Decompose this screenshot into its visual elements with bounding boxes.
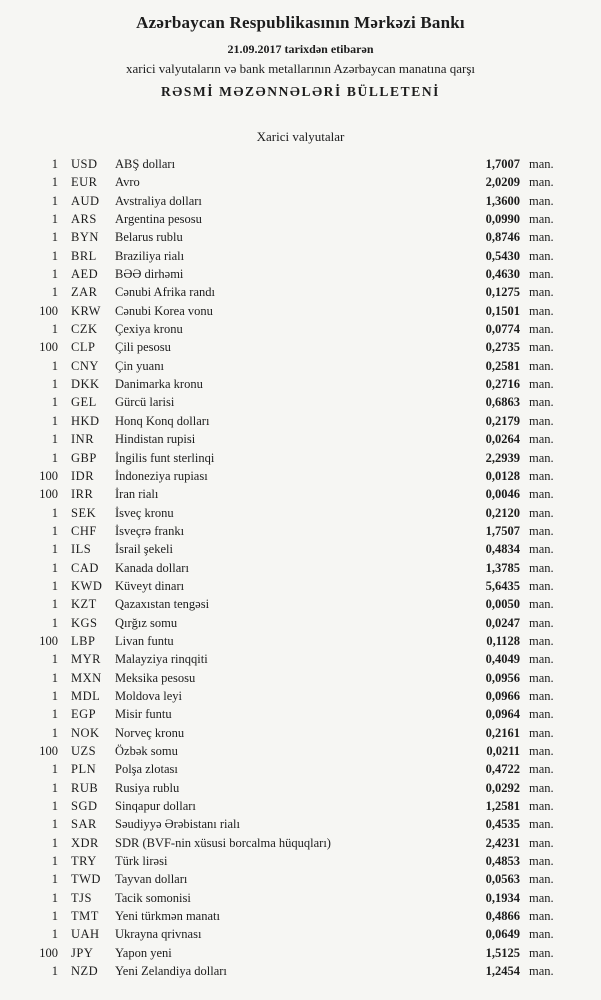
- bank-name-title: Azərbaycan Respublikasının Mərkəzi Bankı: [136, 13, 465, 32]
- table-row: [0, 595, 563, 613]
- table-row: [0, 577, 563, 595]
- row-rate: 1,7507: [485, 523, 520, 538]
- row-currency-name: BƏƏ dirhəmi: [115, 267, 184, 282]
- row-code: TWD: [71, 872, 101, 887]
- row-code: CAD: [71, 560, 99, 575]
- row-quantity: 1: [51, 927, 58, 942]
- row-quantity: 1: [51, 322, 58, 337]
- row-code: TMT: [71, 909, 99, 924]
- row-unit: man.: [529, 358, 554, 373]
- row-quantity: 1: [51, 872, 58, 887]
- effective-date-line: 21.09.2017 tarixdən etibarən: [227, 42, 374, 56]
- table-row: [0, 852, 563, 870]
- row-rate: 0,4049: [485, 652, 520, 667]
- row-rate: 0,4630: [485, 267, 520, 282]
- row-rate: 0,4722: [485, 762, 520, 777]
- row-rate: 2,0209: [485, 175, 520, 190]
- row-quantity: 1: [51, 799, 58, 814]
- row-rate: 0,0292: [485, 780, 520, 795]
- row-quantity: 1: [51, 597, 58, 612]
- row-quantity: 1: [51, 230, 58, 245]
- table-row: [0, 504, 563, 522]
- row-unit: man.: [529, 927, 554, 942]
- row-unit: man.: [529, 523, 554, 538]
- table-row: [0, 760, 563, 778]
- row-unit: man.: [529, 212, 554, 227]
- row-quantity: 1: [51, 523, 58, 538]
- subtitle-line: xarici valyutaların və bank metallarının Azərbaycan manatına qarşı: [125, 61, 476, 76]
- row-currency-name: İngilis funt sterlinqi: [115, 450, 215, 465]
- row-quantity: 1: [51, 542, 58, 557]
- row-rate: 1,2581: [485, 799, 520, 814]
- row-code: RUB: [71, 780, 99, 795]
- row-code: TRY: [71, 854, 97, 869]
- row-rate: 1,7007: [485, 157, 520, 171]
- row-code: LBP: [71, 633, 96, 648]
- row-currency-name: Misir funtu: [115, 707, 172, 722]
- row-rate: 1,3785: [485, 560, 520, 575]
- row-quantity: 1: [51, 432, 58, 447]
- row-rate: 5,6435: [485, 578, 520, 593]
- row-currency-name: Malayziya rinqqiti: [115, 652, 208, 667]
- row-currency-name: İsveçrə frankı: [115, 523, 185, 538]
- table-row: [0, 815, 563, 833]
- row-quantity: 1: [51, 193, 58, 208]
- row-unit: man.: [529, 303, 554, 318]
- row-quantity: 1: [51, 909, 58, 924]
- row-code: KRW: [71, 303, 101, 318]
- row-rate: 0,0956: [485, 670, 520, 685]
- row-currency-name: Özbək somu: [115, 744, 178, 758]
- row-currency-name: SDR (BVF-nin xüsusi borcalma hüquqları): [115, 835, 331, 850]
- table-row: [0, 320, 563, 338]
- row-quantity: 1: [51, 395, 58, 410]
- table-row: [0, 192, 563, 210]
- row-currency-name: Cənubi Korea vonu: [115, 303, 213, 318]
- row-rate: 0,0649: [485, 927, 520, 942]
- table-row: [0, 247, 563, 265]
- row-code: CHF: [71, 523, 97, 538]
- table-row: [0, 357, 563, 375]
- row-rate: 0,1501: [485, 303, 520, 318]
- row-quantity: 1: [51, 615, 58, 630]
- row-currency-name: Qazaxıstan tengəsi: [115, 597, 210, 612]
- row-rate: 0,4853: [485, 854, 520, 869]
- row-code: CNY: [71, 358, 99, 373]
- row-currency-name: Gürcü larisi: [115, 395, 175, 410]
- row-unit: man.: [529, 560, 554, 575]
- row-code: GEL: [71, 395, 97, 410]
- row-unit: man.: [529, 432, 554, 447]
- row-code: IRR: [71, 487, 94, 502]
- row-unit: man.: [529, 395, 554, 410]
- row-quantity: 1: [51, 670, 58, 685]
- bulletin-title: RƏSMİ MƏZƏNNƏLƏRİ BÜLLETENİ: [160, 84, 441, 99]
- table-row: [0, 283, 563, 301]
- row-unit: man.: [529, 670, 554, 685]
- table-row: [0, 338, 563, 356]
- table-row: [0, 925, 563, 943]
- row-unit: man.: [529, 597, 554, 612]
- row-currency-name: Argentina pesosu: [115, 212, 202, 227]
- row-currency-name: Honq Konq dolları: [115, 413, 210, 428]
- table-row: [0, 724, 563, 742]
- row-unit: man.: [529, 322, 554, 337]
- row-unit: man.: [529, 872, 554, 887]
- row-quantity: 1: [51, 780, 58, 795]
- row-code: MYR: [71, 652, 101, 667]
- row-unit: man.: [529, 707, 554, 722]
- table-row: [0, 265, 563, 283]
- row-code: BRL: [71, 248, 97, 263]
- row-rate: 0,0046: [485, 487, 520, 502]
- row-quantity: 100: [39, 303, 58, 318]
- row-unit: man.: [529, 267, 554, 282]
- row-quantity: 1: [51, 835, 58, 850]
- row-rate: 0,4834: [485, 542, 520, 557]
- table-row: [0, 412, 563, 430]
- table-row: [0, 302, 563, 320]
- table-row: [0, 540, 563, 558]
- row-currency-name: Tacik somonisi: [115, 890, 191, 905]
- row-currency-name: Kanada dolları: [115, 560, 189, 575]
- row-currency-name: Danimarka kronu: [115, 377, 203, 392]
- row-code: MDL: [71, 688, 101, 703]
- rates-list: [0, 155, 601, 980]
- row-unit: man.: [529, 652, 554, 667]
- table-row: [0, 705, 563, 723]
- row-code: KWD: [71, 578, 103, 593]
- row-quantity: 1: [51, 413, 58, 428]
- table-row: [0, 375, 563, 393]
- table-row: [0, 742, 563, 760]
- table-row: [0, 962, 563, 980]
- row-currency-name: İran rialı: [115, 487, 159, 502]
- row-unit: man.: [529, 945, 554, 960]
- row-unit: man.: [529, 890, 554, 905]
- row-currency-name: Qırğız somu: [115, 615, 178, 630]
- row-unit: man.: [529, 578, 554, 593]
- row-unit: man.: [529, 909, 554, 924]
- row-unit: man.: [529, 725, 554, 740]
- row-unit: man.: [529, 193, 554, 208]
- table-row: [0, 173, 563, 191]
- table-row: [0, 632, 563, 650]
- row-code: UZS: [71, 744, 97, 758]
- row-rate: 0,0247: [485, 615, 520, 630]
- row-code: AUD: [71, 193, 100, 208]
- row-rate: 0,6863: [485, 395, 520, 410]
- row-currency-name: Norveç kronu: [115, 725, 185, 740]
- row-unit: man.: [529, 688, 554, 703]
- row-code: EGP: [71, 707, 97, 722]
- row-code: ARS: [71, 212, 97, 227]
- row-code: MXN: [71, 670, 102, 685]
- row-unit: man.: [529, 285, 554, 300]
- table-row: [0, 393, 563, 411]
- row-currency-name: Hindistan rupisi: [115, 432, 196, 447]
- row-quantity: 1: [51, 267, 58, 282]
- row-quantity: 1: [51, 560, 58, 575]
- table-row: [0, 907, 563, 925]
- row-unit: man.: [529, 413, 554, 428]
- table-row: [0, 870, 563, 888]
- row-unit: man.: [529, 964, 554, 979]
- row-currency-name: Çexiya kronu: [115, 322, 183, 337]
- row-code: JPY: [71, 945, 94, 960]
- row-rate: 1,2454: [485, 964, 520, 979]
- table-row: [0, 449, 563, 467]
- row-currency-name: Tayvan dolları: [115, 872, 188, 887]
- row-currency-name: Çin yuanı: [115, 358, 164, 373]
- row-unit: man.: [529, 762, 554, 777]
- table-row: [0, 650, 563, 668]
- row-quantity: 1: [51, 212, 58, 227]
- row-currency-name: Moldova leyi: [115, 688, 183, 703]
- row-rate: 0,2581: [485, 358, 520, 373]
- row-unit: man.: [529, 175, 554, 190]
- table-row: [0, 614, 563, 632]
- row-quantity: 1: [51, 505, 58, 520]
- row-quantity: 1: [51, 175, 58, 190]
- row-currency-name: Küveyt dinarı: [115, 578, 185, 593]
- row-unit: man.: [529, 615, 554, 630]
- row-unit: man.: [529, 799, 554, 814]
- row-code: ZAR: [71, 285, 98, 300]
- row-code: BYN: [71, 230, 99, 245]
- row-rate: 0,0264: [485, 432, 520, 447]
- row-quantity: 1: [51, 964, 58, 979]
- row-quantity: 1: [51, 377, 58, 392]
- table-row: [0, 834, 563, 852]
- row-code: XDR: [71, 835, 99, 850]
- row-rate: 0,1275: [485, 285, 520, 300]
- row-quantity: 1: [51, 358, 58, 373]
- row-currency-name: Avstraliya dolları: [115, 193, 202, 208]
- row-rate: 0,0964: [485, 707, 520, 722]
- table-row: [0, 228, 563, 246]
- table-row: [0, 522, 563, 540]
- row-code: CZK: [71, 322, 98, 337]
- row-code: TJS: [71, 890, 92, 905]
- row-code: HKD: [71, 413, 100, 428]
- row-code: SGD: [71, 799, 98, 814]
- row-quantity: 1: [51, 157, 58, 171]
- row-currency-name: Polşa zlotası: [115, 762, 178, 777]
- row-quantity: 100: [39, 487, 58, 502]
- row-code: NZD: [71, 964, 99, 979]
- table-row: [0, 944, 563, 962]
- row-code: SAR: [71, 817, 97, 832]
- row-currency-name: İsrail şekeli: [115, 542, 173, 557]
- row-rate: 0,0990: [485, 212, 520, 227]
- row-currency-name: Meksika pesosu: [115, 670, 196, 685]
- row-rate: 0,0774: [485, 322, 520, 337]
- row-currency-name: Avro: [115, 175, 140, 190]
- row-rate: 0,2179: [485, 413, 520, 428]
- row-rate: 0,8746: [485, 230, 520, 245]
- row-quantity: 1: [51, 285, 58, 300]
- row-unit: man.: [529, 542, 554, 557]
- row-unit: man.: [529, 744, 554, 758]
- table-row: [0, 210, 563, 228]
- table-row: [0, 559, 563, 577]
- row-currency-name: Braziliya rialı: [115, 248, 185, 263]
- row-unit: man.: [529, 633, 554, 648]
- table-row: [0, 467, 563, 485]
- row-quantity: 1: [51, 248, 58, 263]
- row-rate: 0,4535: [485, 817, 520, 832]
- row-rate: 0,0563: [485, 872, 520, 887]
- row-unit: man.: [529, 230, 554, 245]
- row-code: INR: [71, 432, 95, 447]
- table-row: [0, 669, 563, 687]
- row-unit: man.: [529, 377, 554, 392]
- row-rate: 0,0128: [485, 468, 520, 483]
- row-currency-name: Sinqapur dolları: [115, 799, 196, 814]
- row-unit: man.: [529, 780, 554, 795]
- row-code: KGS: [71, 615, 98, 630]
- table-row: [0, 155, 563, 173]
- row-rate: 0,0966: [485, 688, 520, 703]
- row-currency-name: Çili pesosu: [115, 340, 171, 355]
- row-code: KZT: [71, 597, 97, 612]
- row-unit: man.: [529, 487, 554, 502]
- table-row: [0, 797, 563, 815]
- section-title-foreign-currencies: Xarici valyutalar: [256, 129, 345, 144]
- row-unit: man.: [529, 817, 554, 832]
- row-rate: 2,2939: [485, 450, 520, 465]
- row-currency-name: Ukrayna qrivnası: [115, 927, 202, 942]
- row-code: CLP: [71, 340, 96, 355]
- row-rate: 0,5430: [485, 248, 520, 263]
- row-quantity: 1: [51, 688, 58, 703]
- row-currency-name: Rusiya rublu: [115, 780, 180, 795]
- row-rate: 0,4866: [485, 909, 520, 924]
- row-currency-name: Cənubi Afrika randı: [115, 285, 215, 300]
- row-currency-name: İsveç kronu: [115, 505, 174, 520]
- row-rate: 0,1934: [485, 890, 520, 905]
- row-rate: 0,2735: [485, 340, 520, 355]
- row-currency-name: Səudiyyə Ərəbistanı rialı: [115, 817, 240, 832]
- row-rate: 0,2716: [485, 377, 520, 392]
- row-code: PLN: [71, 762, 97, 777]
- row-code: NOK: [71, 725, 100, 740]
- row-code: AED: [71, 267, 99, 282]
- row-currency-name: Livan funtu: [115, 633, 174, 648]
- row-unit: man.: [529, 854, 554, 869]
- row-code: SEK: [71, 505, 97, 520]
- row-unit: man.: [529, 835, 554, 850]
- table-row: [0, 687, 563, 705]
- row-code: IDR: [71, 468, 95, 483]
- row-quantity: 1: [51, 890, 58, 905]
- row-quantity: 1: [51, 578, 58, 593]
- row-rate: 0,1128: [486, 633, 520, 648]
- row-quantity: 1: [51, 854, 58, 869]
- row-currency-name: Yapon yeni: [115, 945, 172, 960]
- row-quantity: 1: [51, 450, 58, 465]
- row-rate: 1,5125: [485, 945, 520, 960]
- row-quantity: 1: [51, 707, 58, 722]
- table-row: [0, 889, 563, 907]
- row-currency-name: ABŞ dolları: [115, 157, 176, 171]
- table-row: [0, 485, 563, 503]
- row-unit: man.: [529, 340, 554, 355]
- row-code: UAH: [71, 927, 100, 942]
- row-unit: man.: [529, 505, 554, 520]
- row-quantity: 1: [51, 762, 58, 777]
- row-quantity: 1: [51, 652, 58, 667]
- row-rate: 2,4231: [485, 835, 520, 850]
- row-quantity: 1: [51, 817, 58, 832]
- table-row: [0, 779, 563, 797]
- row-rate: 0,2161: [485, 725, 520, 740]
- row-code: EUR: [71, 175, 98, 190]
- row-quantity: 1: [51, 725, 58, 740]
- row-unit: man.: [529, 157, 554, 171]
- row-quantity: 100: [39, 945, 58, 960]
- row-code: DKK: [71, 377, 100, 392]
- row-currency-name: Türk lirəsi: [115, 854, 168, 869]
- row-quantity: 100: [39, 744, 58, 758]
- row-code: USD: [71, 157, 98, 171]
- row-currency-name: Yeni türkmən manatı: [115, 909, 220, 924]
- row-code: GBP: [71, 450, 97, 465]
- row-rate: 1,3600: [485, 193, 520, 208]
- row-quantity: 100: [39, 633, 58, 648]
- row-rate: 0,0050: [485, 597, 520, 612]
- row-currency-name: Yeni Zelandiya dolları: [115, 964, 227, 979]
- row-rate: 0,0211: [486, 744, 520, 758]
- row-unit: man.: [529, 450, 554, 465]
- row-currency-name: Belarus rublu: [115, 230, 183, 245]
- row-code: ILS: [71, 542, 92, 557]
- document-header: [0, 13, 601, 100]
- row-unit: man.: [529, 468, 554, 483]
- row-quantity: 100: [39, 468, 58, 483]
- row-rate: 0,2120: [485, 505, 520, 520]
- row-quantity: 100: [39, 340, 58, 355]
- table-row: [0, 430, 563, 448]
- row-unit: man.: [529, 248, 554, 263]
- row-currency-name: İndoneziya rupiası: [115, 468, 208, 483]
